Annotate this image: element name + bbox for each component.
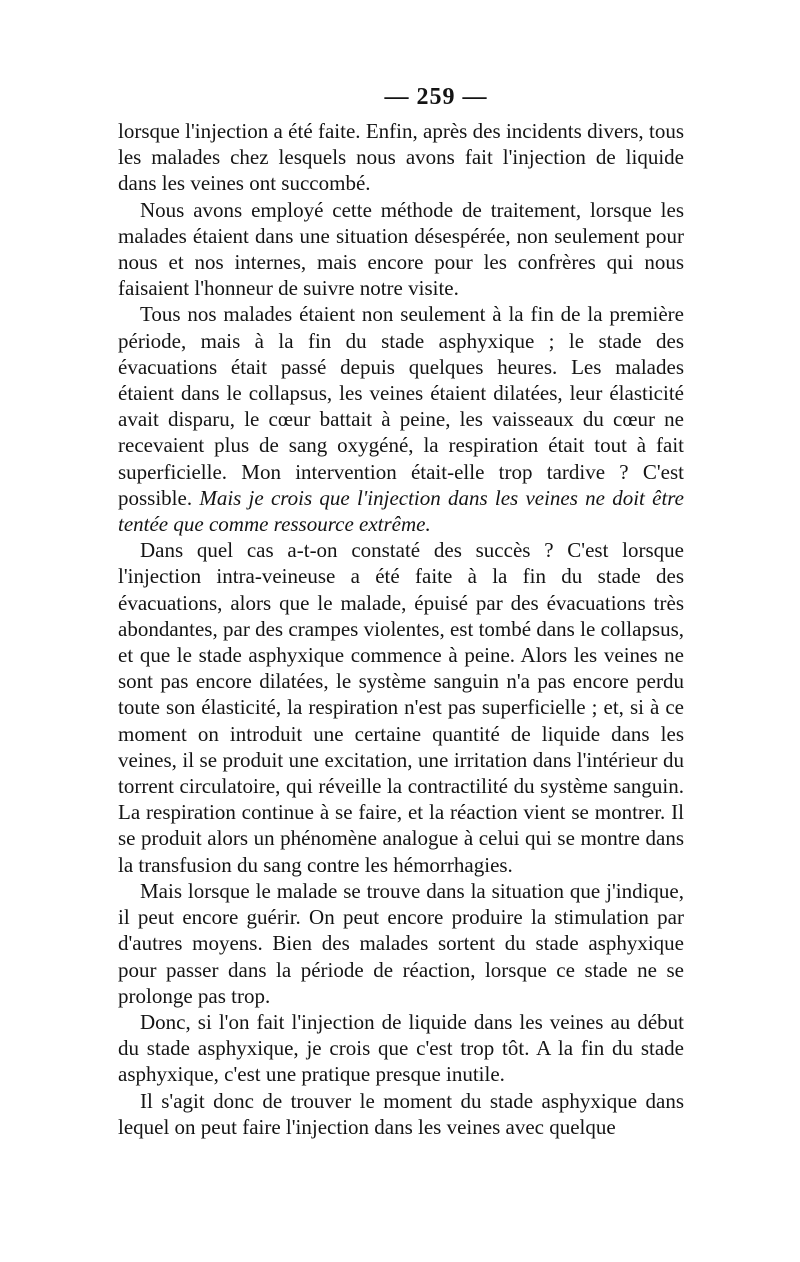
page-number: — 259 —: [384, 84, 488, 110]
book-page: [118, 80, 684, 1140]
paragraph-3-italic-text: Mais je crois que l'injection dans les veines ne doit être tentée que comme ressource extrême.: [118, 485, 684, 537]
body-text: [118, 118, 684, 1140]
paragraph-4-text: Dans quel cas a-t-on constaté des succès ? C'est lorsque l'injection intra-veineuse a été faite à la fin du stade des évacuations, alors que le malade, épuisé par des évacuations très abondantes, par des crampes violentes, est tombé dans le collapsus, et que le stade asphyxique commence à peine. Alors les veines ne sont pas encore dilatées, le système sanguin n'a pas encore perdu toute son élasticité, la respiration n'est pas superficielle ; et, si à ce moment on introduit une certaine quantité de liquide dans les veines, il se produit une excitation, une irritation dans l'intérieur du torrent circulatoire, qui réveille la contractilité du système sanguin. La respiration continue à se faire, et la réaction vient se montrer. Il se produit alors un phénomène analogue à celui qui se montre dans la transfusion du sang contre les hémorrhagies.: [118, 538, 684, 877]
paragraph-4: [118, 537, 684, 878]
paragraph-2: [118, 197, 684, 302]
paragraph-6-text: Donc, si l'on fait l'injection de liquide dans les veines au début du stade asphyxique, je crois que c'est trop tôt. A la fin du stade asphyxique, c'est une pratique presque inutile.: [118, 1009, 684, 1087]
paragraph-5: [118, 878, 684, 1009]
paragraph-1: [118, 118, 684, 197]
paragraph-7: [118, 1088, 684, 1140]
paragraph-1-text: lorsque l'injection a été faite. Enfin, après des incidents divers, tous les malades chez lesquels nous avons fait l'injection de liquide dans les veines ont succombé.: [118, 119, 684, 196]
paragraph-5-text: Mais lorsque le malade se trouve dans la situation que j'indique, il peut encore guérir. On peut encore produire la stimulation par d'autres moyens. Bien des malades sortent du stade asphyxique pour passer dans la période de réaction, lorsque ce stade ne se prolonge pas trop.: [118, 878, 684, 1008]
paragraph-2-text: Nous avons employé cette méthode de traitement, lorsque les malades étaient dans une situation désespérée, non seulement pour nous et nos internes, mais encore pour les confrères qui nous faisaient l'honneur de suivre notre visite.: [118, 197, 684, 301]
paragraph-3: [118, 301, 684, 537]
paragraph-7-text: Il s'agit donc de trouver le moment du stade asphyxique dans lequel on peut faire l'injection dans les veines avec quelque: [118, 1088, 684, 1139]
paragraph-6: [118, 1009, 684, 1088]
paragraph-3-text: Tous nos malades étaient non seulement à la fin de la première période, mais à la fin du stade asphyxique ; le stade des évacuations était passé depuis quelques heures. Les malades étaient dans le collapsus, les veines étaient dilatées, leur élasticité avait disparu, le cœur battait à peine, les vaisseaux du cœur ne recevaient plus de sang oxygéné, la respiration était tout à fait superficielle. Mon intervention était-elle trop tardive ? C'est possible.: [118, 302, 684, 510]
